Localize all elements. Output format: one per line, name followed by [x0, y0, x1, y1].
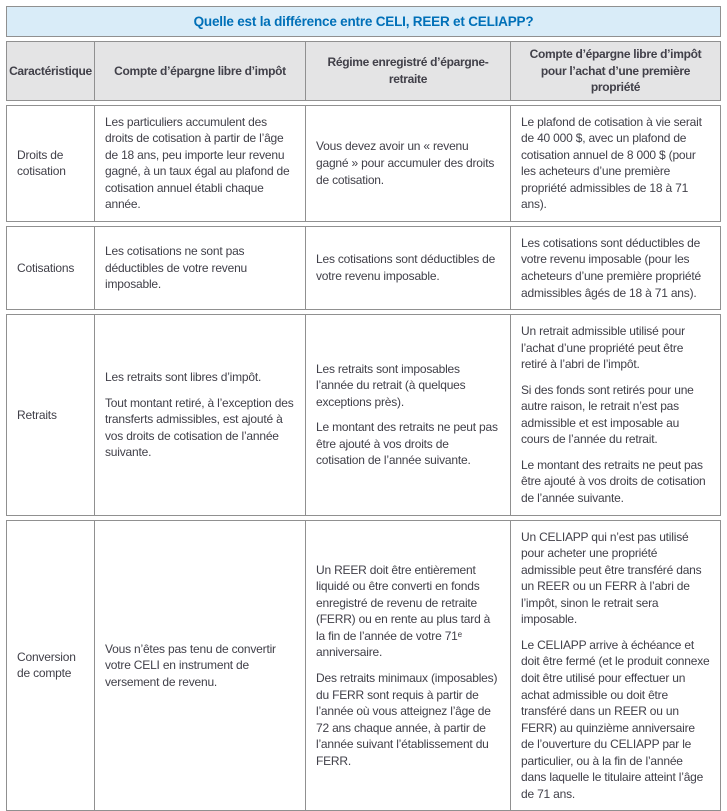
header-celi: Compte d’épargne libre d’impôt [94, 42, 305, 100]
header-caracteristique: Caractéristique [9, 63, 92, 78]
cell-cotisations-celiapp: Les cotisations sont déductibles de votre revenu imposable (pour les acheteurs d’une première propriété admissibles âgés de 18 à 71 ans). [510, 227, 720, 309]
row-label: Droits de cotisation [17, 147, 66, 179]
cell-droits-celi: Les particuliers accumulent des droits de cotisation à partir de l’âge de 18 ans, peu importe leur revenu gagné, à un taux égal au plafond de cotisation annuel établi chaque année. [94, 106, 305, 221]
table-row-conversion-de-compte [6, 520, 721, 811]
cell-retraits-reer: Les retraits sont imposables l’année du retrait (à quelques exceptions près). Le montant des retraits ne peut pas être ajouté à vos droits de cotisation de l’année suivante. [305, 315, 510, 514]
cell-retraits-celi: Les retraits sont libres d’impôt. Tout montant retiré, à l’exception des transferts admissibles, est ajouté à vos droits de cotisation de l’année suivante. [94, 315, 305, 514]
row-label: Cotisations [17, 260, 75, 275]
cell-conversion-celiapp: Un CELIAPP qui n’est pas utilisé pour acheter une propriété admissible peut être transféré dans un REER ou un FERR à l’abri de l’impôt, sinon le retrait sera imposable. Le CELIAPP arrive à échéance et doit être fermé (et le produit connexe doit être utilisé pour effectuer un achat admissible ou doit être transféré dans un REER ou un FERR) au quinzième anniversaire de l’ouverture du CELIAPP par le particulier, ou à la fin de l’année dans laquelle le titulaire atteint l’âge de 71 ans. [510, 521, 720, 811]
cell-droits-reer: Vous devez avoir un « revenu gagné » pour accumuler des droits de cotisation. [305, 106, 510, 221]
table-row-droits-de-cotisation [6, 105, 721, 222]
cell-conversion-celi: Vous n’êtes pas tenu de convertir votre CELI en instrument de versement de revenu. [94, 521, 305, 811]
cell-retraits-celiapp: Un retrait admissible utilisé pour l’achat d’une propriété peut être retiré à l’abri de l’impôt. Si des fonds sont retirés pour une autre raison, le retrait n’est pas admissible et est imposable au cours de l’année du retrait. Le montant des retraits ne peut pas être ajouté à vos droits de cotisation de l’année suivante. [510, 315, 720, 514]
cell-conversion-reer: Un REER doit être entièrement liquidé ou être converti en fonds enregistré de revenu de retraite (FERR) ou en rente au plus tard à la fin de l’année de votre 71ᵉ anniversaire. Des retraits minimaux (imposables) du FERR sont requis à partir de l’année où vous atteignez l’âge de 72 ans chaque année, à partir de l’année suivant l’établissement du FERR. [305, 521, 510, 811]
row-label: Conversion de compte [17, 649, 76, 681]
table-header [6, 41, 721, 101]
row-label: Retraits [17, 407, 57, 422]
table-row-retraits [6, 314, 721, 515]
comparison-table [6, 6, 721, 801]
cell-cotisations-reer: Les cotisations sont déductibles de votre revenu imposable. [305, 227, 510, 309]
table-title: Quelle est la différence entre CELI, REER et CELIAPP? [6, 6, 721, 37]
cell-cotisations-celi: Les cotisations ne sont pas déductibles de votre revenu imposable. [94, 227, 305, 309]
table-row-cotisations [6, 226, 721, 310]
header-celiapp: Compte d’épargne libre d’impôt pour l’achat d’une première propriété [510, 42, 720, 100]
header-reer: Régime enregistré d’épargne-retraite [305, 42, 510, 100]
cell-droits-celiapp: Le plafond de cotisation à vie serait de 40 000 $, avec un plafond de cotisation annuel de 8 000 $ (pour les acheteurs d’une première propriété admissibles de 18 à 71 ans). [510, 106, 720, 221]
